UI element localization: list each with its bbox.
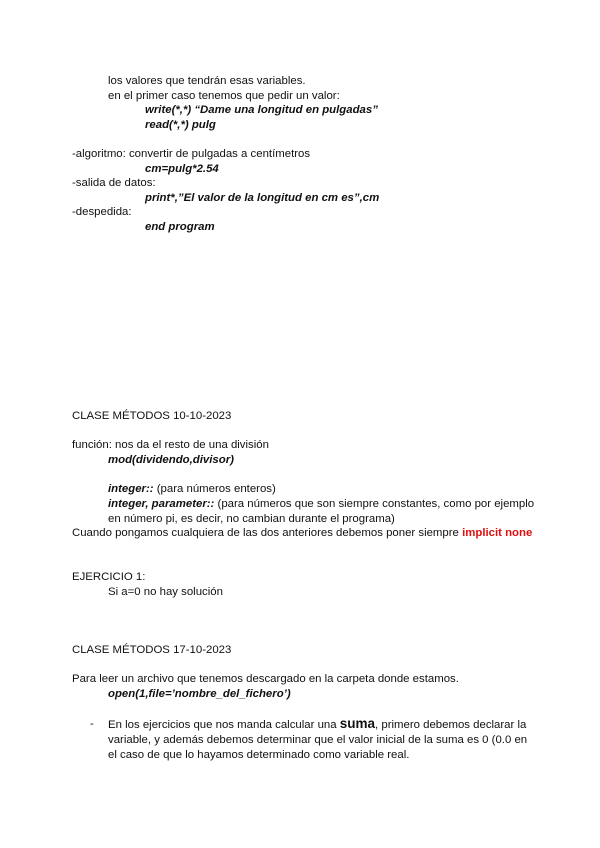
section-title: CLASE MÉTODOS 17-10-2023 xyxy=(72,644,232,656)
code-line: read(*,*) pulg xyxy=(145,119,216,131)
text-line xyxy=(72,526,532,540)
code-keyword: integer, parameter:: xyxy=(108,498,215,510)
code-line: end program xyxy=(145,221,215,233)
text-span: (para números que son siempre constantes, como por ejemplo xyxy=(214,498,535,510)
text-line: en el primer caso tenemos que pedir un valor: xyxy=(108,90,340,102)
code-line: open(1,file=’nombre_del_fichero’) xyxy=(108,688,291,700)
text-line xyxy=(108,717,526,732)
text-line: -algoritmo: convertir de pulgadas a centímetros xyxy=(72,148,311,160)
code-line: print*,”El valor de la longitud en cm es”,cm xyxy=(145,192,380,204)
code-line: write(*,*) “Dame una longitud en pulgadas” xyxy=(145,104,378,116)
bullet-marker: - xyxy=(90,718,94,730)
text-line: el caso de que lo hayamos determinado como variable real. xyxy=(108,749,410,761)
text-line xyxy=(108,482,276,496)
code-line: mod(dividendo,divisor) xyxy=(108,454,234,466)
text-span: Cuando pongamos cualquiera de las dos anteriores debemos poner siempre xyxy=(72,527,463,539)
text-line: Para leer un archivo que tenemos descargado en la carpeta donde estamos. xyxy=(72,673,459,685)
text-line: en número pi, es decir, no cambian durante el programa) xyxy=(108,513,395,525)
section-title: CLASE MÉTODOS 10-10-2023 xyxy=(72,410,232,422)
text-line xyxy=(108,497,534,511)
section-title: EJERCICIO 1: xyxy=(72,571,146,583)
text-line: variable, y además debemos determinar que el valor inicial de la suma es 0 (0.0 en xyxy=(108,734,528,746)
emphasis-word: suma xyxy=(339,716,376,731)
text-span: (para números enteros) xyxy=(153,483,276,495)
text-line: los valores que tendrán esas variables. xyxy=(108,75,306,87)
text-span: En los ejercicios que nos manda calcular una xyxy=(108,719,340,731)
text-span: , primero debemos declarar la xyxy=(375,719,527,731)
highlight-keyword: implicit none xyxy=(462,527,533,539)
text-line: -salida de datos: xyxy=(72,177,156,189)
code-line: cm=pulg*2.54 xyxy=(145,163,219,175)
code-keyword: integer:: xyxy=(108,483,154,495)
text-line: función: nos da el resto de una división xyxy=(72,439,269,451)
text-line: Si a=0 no hay solución xyxy=(108,586,223,598)
text-line: -despedida: xyxy=(72,206,132,218)
